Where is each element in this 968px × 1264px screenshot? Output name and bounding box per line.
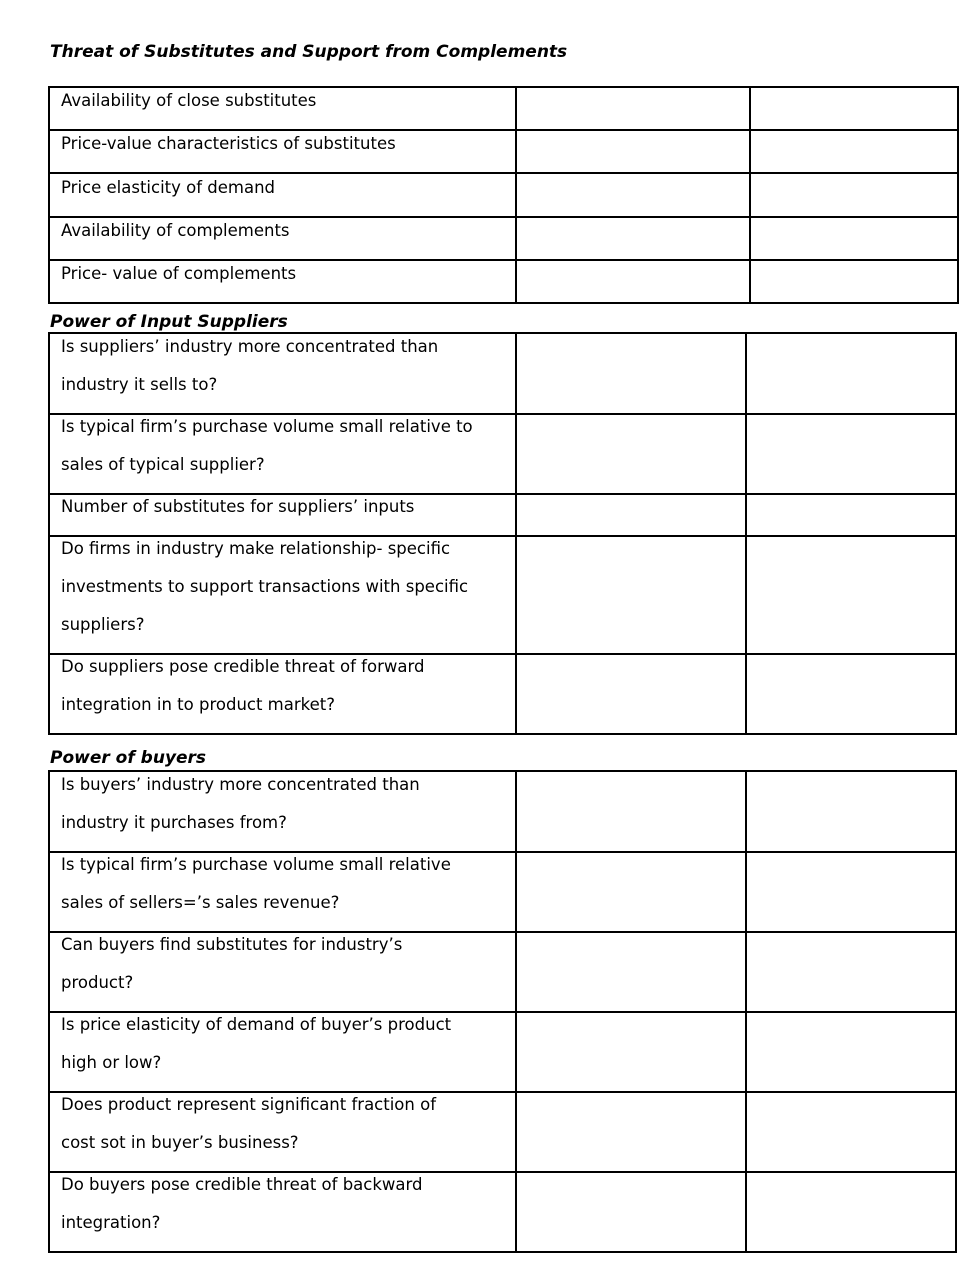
notes-cell[interactable]	[746, 494, 956, 536]
question-cell	[49, 771, 516, 852]
notes-cell[interactable]	[746, 771, 956, 852]
answer-cell[interactable]	[516, 1172, 746, 1252]
notes-cell[interactable]	[746, 1012, 956, 1092]
notes-cell[interactable]	[746, 932, 956, 1012]
question-text: Does product represent significant fraction of	[61, 1095, 437, 1114]
answer-cell[interactable]	[516, 654, 746, 734]
notes-cell[interactable]	[746, 414, 956, 494]
answer-cell[interactable]	[516, 536, 746, 654]
answer-cell[interactable]	[516, 173, 750, 217]
question-text: industry it sells to?	[61, 375, 218, 394]
question-text: Do suppliers pose credible threat of forward	[61, 657, 425, 676]
notes-cell[interactable]	[746, 852, 956, 932]
question-text: Price elasticity of demand	[61, 178, 276, 197]
question-text: Is buyers’ industry more concentrated than	[61, 775, 420, 794]
answer-cell[interactable]	[516, 1092, 746, 1172]
suppliers-table	[48, 332, 957, 735]
notes-cell[interactable]	[750, 130, 958, 173]
answer-cell[interactable]	[516, 1012, 746, 1092]
buyers-table	[48, 770, 957, 1253]
question-cell	[49, 260, 516, 303]
question-cell	[49, 932, 516, 1012]
notes-cell[interactable]	[746, 536, 956, 654]
table-row	[49, 1092, 956, 1172]
question-cell	[49, 852, 516, 932]
table-row	[49, 333, 956, 414]
question-cell	[49, 1172, 516, 1252]
question-text: Availability of complements	[61, 221, 290, 240]
question-text: Is price elasticity of demand of buyer’s product	[61, 1015, 452, 1034]
answer-cell[interactable]	[516, 130, 750, 173]
notes-cell[interactable]	[750, 217, 958, 260]
section-title-suppliers: Power of Input Suppliers	[50, 312, 288, 332]
table-row	[49, 414, 956, 494]
answer-cell[interactable]	[516, 771, 746, 852]
question-text: high or low?	[61, 1053, 162, 1072]
answer-cell[interactable]	[516, 932, 746, 1012]
table-row	[49, 173, 958, 217]
question-cell	[49, 414, 516, 494]
question-text: Is suppliers’ industry more concentrated than	[61, 337, 439, 356]
question-text: product?	[61, 973, 134, 992]
question-text: Do buyers pose credible threat of backward	[61, 1175, 423, 1194]
question-text: integration?	[61, 1213, 161, 1232]
notes-cell[interactable]	[746, 654, 956, 734]
table-row	[49, 932, 956, 1012]
question-cell	[49, 87, 516, 130]
question-text: cost sot in buyer’s business?	[61, 1133, 299, 1152]
answer-cell[interactable]	[516, 852, 746, 932]
question-cell	[49, 536, 516, 654]
question-text: Can buyers find substitutes for industry’s	[61, 935, 403, 954]
question-text: Price-value characteristics of substitutes	[61, 134, 396, 153]
question-text: integration in to product market?	[61, 695, 335, 714]
question-cell	[49, 333, 516, 414]
table-row	[49, 1012, 956, 1092]
notes-cell[interactable]	[746, 333, 956, 414]
question-text: investments to support transactions with specific	[61, 577, 469, 596]
answer-cell[interactable]	[516, 414, 746, 494]
answer-cell[interactable]	[516, 494, 746, 536]
answer-cell[interactable]	[516, 260, 750, 303]
notes-cell[interactable]	[750, 173, 958, 217]
answer-cell[interactable]	[516, 217, 750, 260]
table-row	[49, 1172, 956, 1252]
question-text: sales of typical supplier?	[61, 455, 265, 474]
section-title-buyers: Power of buyers	[50, 748, 207, 768]
question-text: sales of sellers=’s sales revenue?	[61, 893, 340, 912]
question-cell	[49, 1012, 516, 1092]
table-row	[49, 130, 958, 173]
notes-cell[interactable]	[750, 260, 958, 303]
table-row	[49, 852, 956, 932]
table-row	[49, 87, 958, 130]
question-text: Price- value of complements	[61, 264, 297, 283]
question-text: Is typical firm’s purchase volume small relative	[61, 855, 451, 874]
question-cell	[49, 1092, 516, 1172]
section-title-substitutes: Threat of Substitutes and Support from Complements	[50, 42, 568, 62]
question-cell	[49, 217, 516, 260]
notes-cell[interactable]	[746, 1092, 956, 1172]
question-text: suppliers?	[61, 615, 145, 634]
question-text: Is typical firm’s purchase volume small relative to	[61, 417, 473, 436]
table-row	[49, 217, 958, 260]
question-text: Availability of close substitutes	[61, 91, 317, 110]
question-cell	[49, 130, 516, 173]
question-cell	[49, 654, 516, 734]
answer-cell[interactable]	[516, 87, 750, 130]
substitutes-table	[48, 86, 959, 304]
table-row	[49, 654, 956, 734]
table-row	[49, 536, 956, 654]
question-cell	[49, 173, 516, 217]
table-row	[49, 771, 956, 852]
question-text: Do firms in industry make relationship- specific	[61, 539, 451, 558]
question-text: industry it purchases from?	[61, 813, 287, 832]
table-row	[49, 494, 956, 536]
answer-cell[interactable]	[516, 333, 746, 414]
notes-cell[interactable]	[746, 1172, 956, 1252]
notes-cell[interactable]	[750, 87, 958, 130]
table-row	[49, 260, 958, 303]
question-text: Number of substitutes for suppliers’ inputs	[61, 497, 415, 516]
question-cell	[49, 494, 516, 536]
